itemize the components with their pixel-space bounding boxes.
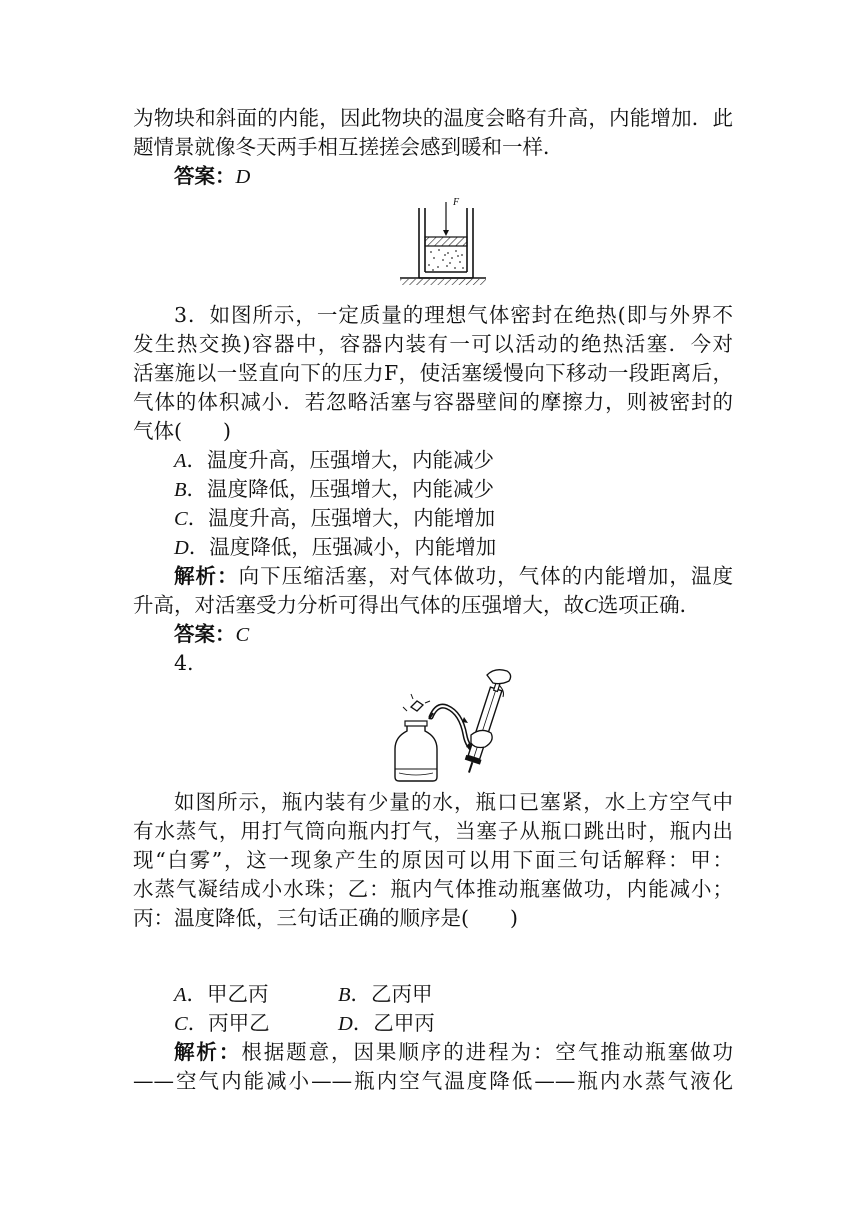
option-text: ．乙丙甲 [350, 982, 433, 1006]
option-text: ．丙甲乙 [187, 1011, 270, 1035]
option-text: ．温度降低，压强增大，内能减少 [186, 477, 495, 501]
q3-stem-line-3: 活塞施以一竖直向下的压力F，使活塞缓慢向下移动一段距离后， [133, 361, 733, 385]
analysis-label: 解析： [174, 564, 239, 588]
q3-option-c [174, 504, 774, 533]
q4-stem-line-3: 现“白雾”，这一现象产生的原因可以用下面三句话解释：甲： [133, 848, 733, 872]
q3-option-a [174, 446, 774, 475]
q4-stem-line-4: 水蒸气凝结成小水珠；乙：瓶内气体推动瓶塞做功，内能减小； [133, 877, 733, 901]
option-letter: B [174, 479, 187, 501]
q4-analysis-line-2: ——空气内能减小——瓶内空气温度降低——瓶内水蒸气液化 [133, 1069, 733, 1093]
q4-number: 4. [174, 651, 194, 675]
q3-analysis-line-2 [133, 591, 733, 620]
analysis-text: 向下压缩活塞，对气体做功，气体的内能增加，温度 [238, 564, 734, 588]
q3-analysis-line-1 [174, 562, 733, 590]
q4-option-d [338, 1009, 435, 1038]
analysis-text: 升高，对活塞受力分析可得出气体的压强增大，故 [133, 593, 584, 617]
answer-value: C [235, 624, 250, 646]
option-letter: B [338, 984, 351, 1006]
answer-label: 答案： [174, 164, 236, 188]
analysis-text: 根据题意，因果顺序的进程为：空气推动瓶塞做功 [241, 1040, 733, 1064]
option-text: ．乙甲丙 [352, 1011, 435, 1035]
q3-option-d [174, 533, 774, 562]
answer-value: D [235, 166, 251, 188]
option-text: ．温度降低，压强减小，内能增加 [188, 535, 497, 559]
option-letter: A [174, 984, 187, 1006]
analysis-label: 解析： [174, 1040, 242, 1064]
option-letter: D [338, 1013, 353, 1035]
q4-options-row-2 [174, 1009, 774, 1038]
q3-stem-line-2: 发生热交换)容器中，容器内装有一可以活动的绝热活塞．今对 [133, 332, 733, 356]
q4-stem-line-1: 如图所示，瓶内装有少量的水，瓶口已塞紧，水上方空气中 [174, 790, 733, 814]
q4-stem-line-2: 有水蒸气，用打气筒向瓶内打气，当塞子从瓶口跳出时，瓶内出 [133, 819, 733, 843]
q4-option-c [174, 1011, 270, 1035]
option-letter: C [174, 508, 188, 530]
q2-answer [174, 162, 774, 191]
q4-option-b [338, 980, 433, 1009]
q3-stem-line-1: 3．如图所示，一定质量的理想气体密封在绝热(即与外界不 [174, 303, 733, 327]
q4-options-row-1 [174, 980, 774, 1009]
analysis-var: C [584, 595, 598, 617]
q3-option-b [174, 475, 774, 504]
option-letter: C [174, 1013, 188, 1035]
force-label: F [453, 197, 460, 208]
option-text: ．甲乙丙 [186, 982, 269, 1006]
q2-text-line-1: 为物块和斜面的内能，因此物块的温度会略有升高，内能增加．此 [133, 106, 733, 130]
q3-stem-line-5: 气体( ) [133, 419, 231, 443]
option-text: ．温度升高，压强增大，内能增加 [187, 506, 496, 530]
q4-analysis-line-1 [174, 1038, 733, 1066]
q4-stem-line-5: 丙：温度降低，三句话正确的顺序是( ) [133, 906, 518, 930]
option-letter: A [174, 450, 187, 472]
q4-option-a [174, 982, 269, 1006]
option-text: ．温度升高，压强增大，内能减少 [186, 448, 495, 472]
bottle-pump-figure [385, 665, 525, 785]
q2-text-line-2: 题情景就像冬天两手相互搓搓会感到暖和一样． [133, 135, 564, 159]
analysis-text: 选项正确． [597, 593, 701, 617]
answer-label: 答案： [174, 622, 236, 646]
q3-stem-line-4: 气体的体积减小．若忽略活塞与容器壁间的摩擦力，则被密封的 [133, 390, 733, 414]
option-letter: D [174, 537, 189, 559]
q3-answer [174, 620, 774, 649]
piston-container-figure [398, 190, 488, 290]
